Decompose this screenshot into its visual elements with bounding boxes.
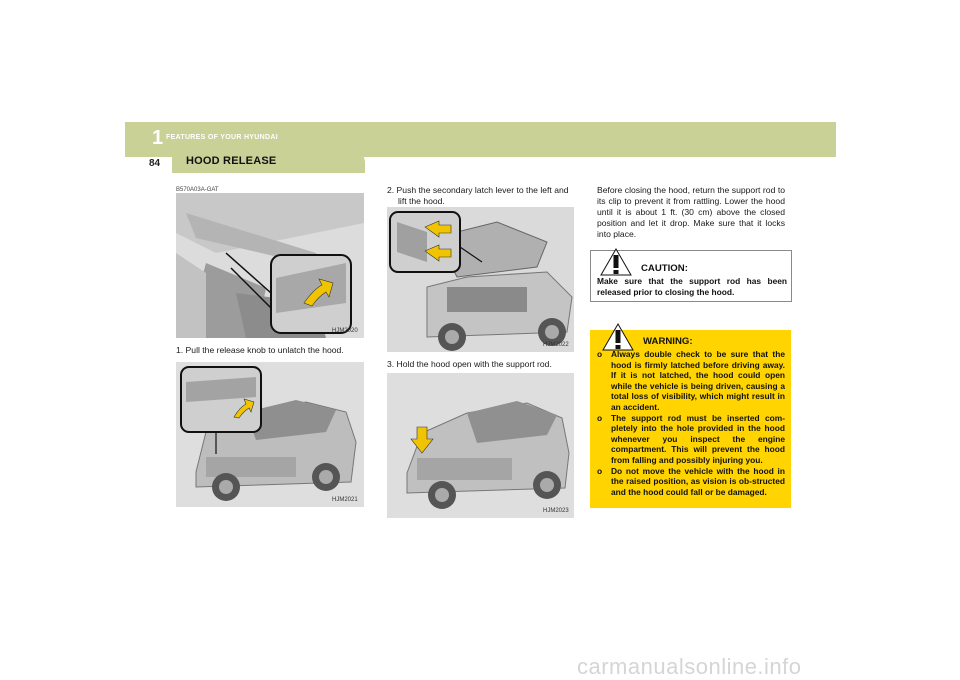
section-title: HOOD RELEASE	[186, 155, 277, 167]
caution-box	[590, 250, 792, 302]
bullet: o	[597, 412, 603, 423]
support-rod-illustration	[387, 373, 574, 518]
step-1-text: 1. Pull the release knob to unlatch the hood.	[176, 345, 344, 355]
warning-item: o The support rod must be inserted com-pletely into the hole provided in the hood whenever you inspect the engine compartment. This will prevent the hood from falling and possibly injuring you.	[597, 412, 785, 465]
figure-release-knob	[176, 193, 364, 338]
warning-item: o Always double check to be sure that the hood is firmly latched before driving away. If it is not latched, the hood could open while the vehicle is being driven, causing a total loss of visibility, which might result in an accident.	[597, 349, 785, 412]
step-3-text: 3. Hold the hood open with the support rod.	[387, 359, 552, 369]
exclamation-icon	[598, 247, 634, 279]
bullet: o	[597, 349, 603, 359]
caution-title: CAUTION:	[641, 263, 688, 274]
page-number: 84	[149, 158, 161, 169]
figure-code: HJM2021	[332, 497, 358, 503]
chapter-title: FEATURES OF YOUR HYUNDAI	[166, 134, 278, 141]
closing-instructions: Before closing the hood, return the support rod to its clip to prevent it from rattling. Lower the hood until it is about 1 ft. (30 cm) above the closed position and let it drop. Make sure that it locks into place.	[597, 185, 785, 239]
caution-text: Make sure that the support rod has been released prior to closing the hood.	[597, 276, 787, 297]
warning-item: o Do not move the vehicle with the hood in the raised position, as vision is ob-structed and the hood could fall or be damaged.	[597, 465, 785, 497]
figure-code: HJM2022	[543, 342, 569, 348]
watermark: carmanualsonline.info	[577, 654, 802, 679]
bullet: o	[597, 465, 603, 476]
warning-title: WARNING:	[643, 336, 693, 347]
warning-list	[597, 349, 785, 497]
chapter-number: 1	[152, 127, 164, 149]
step-2-line-2: lift the hood.	[398, 196, 445, 206]
figure-support-rod	[387, 373, 574, 518]
open-hood-illustration	[387, 207, 574, 352]
car-knob-illustration	[176, 362, 364, 507]
figure-code: HJM2020	[332, 328, 358, 334]
step-2-line-1: 2. Push the secondary latch lever to the left and	[387, 185, 569, 195]
warning-box	[590, 330, 791, 508]
release-knob-illustration	[176, 193, 364, 338]
figure-car-knob	[176, 362, 364, 507]
figure-open-hood	[387, 207, 574, 352]
document-code: B570A03A-GAT	[176, 187, 219, 193]
figure-code: HJM2023	[543, 508, 569, 514]
